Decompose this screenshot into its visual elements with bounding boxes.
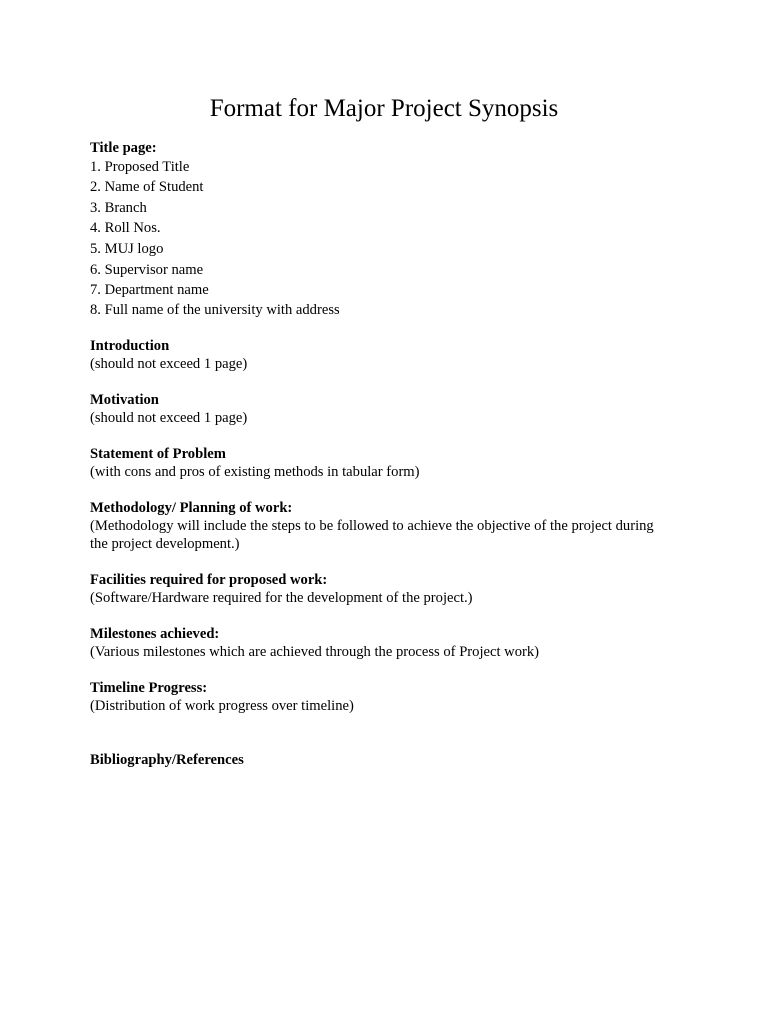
milestones-heading: Milestones achieved: <box>90 626 220 643</box>
spacer <box>90 481 690 499</box>
list-item: 2. Name of Student <box>90 179 204 195</box>
introduction-heading: Introduction <box>90 338 170 355</box>
document-body <box>90 139 690 769</box>
list-item: 5. MUJ logo <box>90 241 164 258</box>
motivation-text: (should not exceed 1 page) <box>90 410 248 427</box>
title-page-section <box>90 139 690 319</box>
milestones-section <box>90 625 690 661</box>
timeline-progress-heading: Timeline Progress: <box>90 680 208 697</box>
spacer <box>90 715 690 733</box>
timeline-progress-text: (Distribution of work progress over timeline) <box>90 698 354 715</box>
facilities-text: (Software/Hardware required for the development of the project.) <box>90 590 473 607</box>
list-item: 8. Full name of the university with address <box>90 302 340 319</box>
list-item: 6. Supervisor name <box>90 261 204 278</box>
list-item: 4. Roll Nos. <box>90 220 161 237</box>
document-title: Format for Major Project Synopsis <box>209 95 559 122</box>
motivation-heading: Motivation <box>90 392 159 409</box>
title-page-list <box>90 157 690 319</box>
methodology-text-line-2: the project development.) <box>90 536 240 553</box>
spacer <box>90 373 690 391</box>
facilities-heading: Facilities required for proposed work: <box>90 572 328 589</box>
timeline-progress-section <box>90 679 690 715</box>
bibliography-section <box>90 751 690 769</box>
statement-of-problem-section <box>90 445 690 481</box>
list-item: 3. Branch <box>90 199 147 216</box>
statement-of-problem-heading: Statement of Problem <box>90 446 226 463</box>
bibliography-heading: Bibliography/References <box>90 752 244 769</box>
spacer <box>90 661 690 679</box>
spacer <box>90 607 690 625</box>
spacer <box>90 427 690 445</box>
methodology-heading: Methodology/ Planning of work: <box>90 500 293 517</box>
methodology-section <box>90 499 690 553</box>
motivation-section <box>90 391 690 427</box>
spacer <box>90 553 690 571</box>
introduction-text: (should not exceed 1 page) <box>90 356 248 373</box>
list-item: 7. Department name <box>90 282 209 299</box>
methodology-text-line-1: (Methodology will include the steps to be followed to achieve the objective of the project during <box>90 518 654 535</box>
milestones-text: (Various milestones which are achieved through the process of Project work) <box>90 644 540 661</box>
statement-of-problem-text: (with cons and pros of existing methods in tabular form) <box>90 464 420 481</box>
introduction-section <box>90 337 690 373</box>
title-page-heading: Title page: <box>90 140 157 156</box>
spacer <box>90 319 690 337</box>
list-item: 1. Proposed Title <box>90 159 190 175</box>
facilities-section <box>90 571 690 607</box>
spacer <box>90 733 690 751</box>
